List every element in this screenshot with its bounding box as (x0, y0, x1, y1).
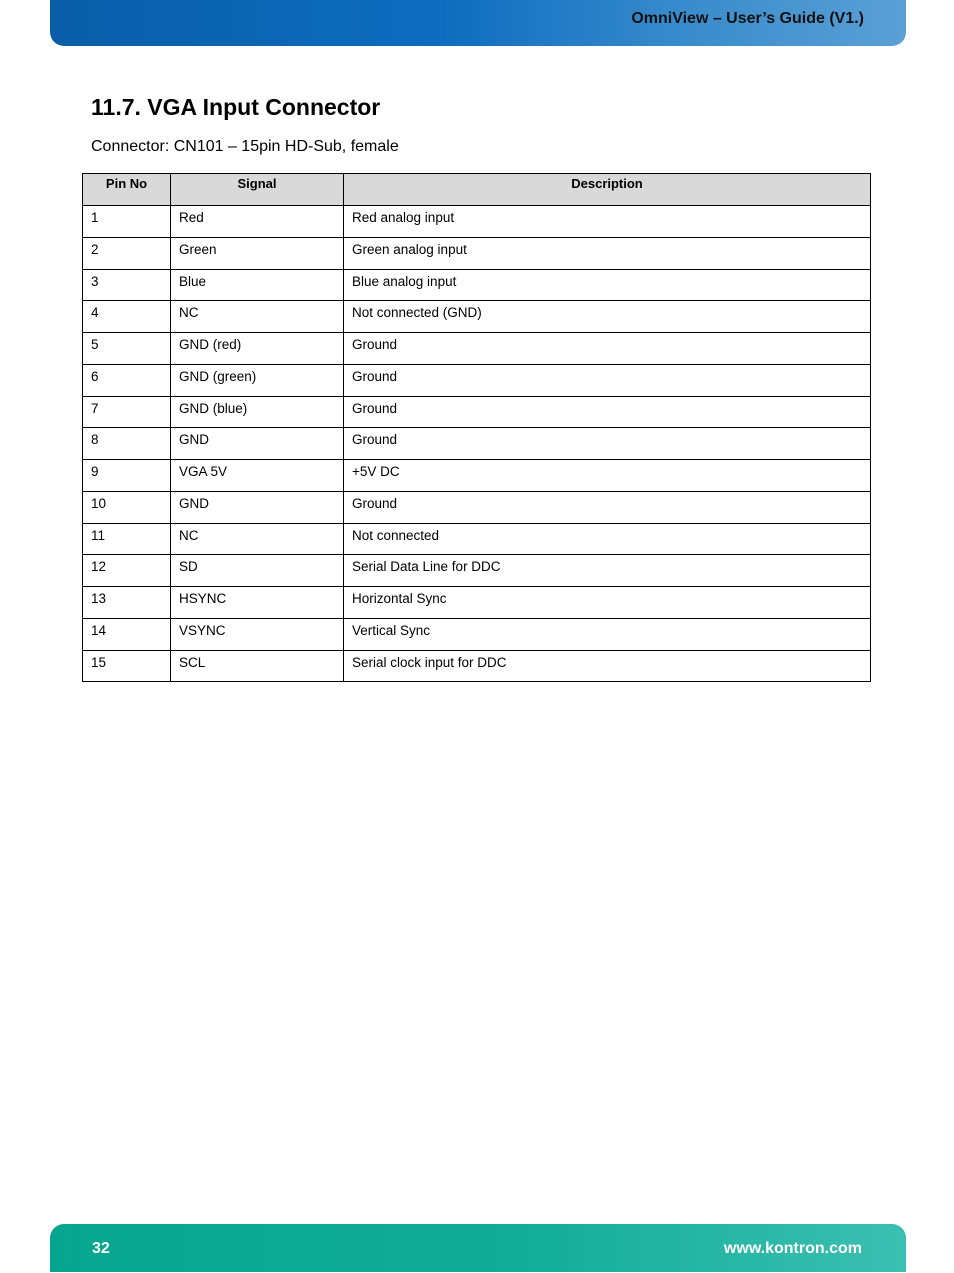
description-cell: Not connected (344, 523, 871, 555)
signal-cell: GND (blue) (171, 396, 344, 428)
column-header-description: Description (344, 174, 871, 206)
pin-cell: 9 (83, 460, 171, 492)
description-cell: Red analog input (344, 206, 871, 238)
description-cell: Ground (344, 428, 871, 460)
table-header-row (83, 174, 871, 206)
pin-table (82, 173, 871, 682)
table-row (83, 364, 871, 396)
pin-cell: 8 (83, 428, 171, 460)
pin-cell: 12 (83, 555, 171, 587)
description-cell: Ground (344, 333, 871, 365)
section-title: 11.7. VGA Input Connector (91, 94, 381, 120)
table-row (83, 269, 871, 301)
pin-cell: 6 (83, 364, 171, 396)
description-cell: Not connected (GND) (344, 301, 871, 333)
description-cell: Ground (344, 491, 871, 523)
pin-cell: 7 (83, 396, 171, 428)
description-cell: Serial Data Line for DDC (344, 555, 871, 587)
description-cell: Blue analog input (344, 269, 871, 301)
table-row (83, 587, 871, 619)
table-row (83, 301, 871, 333)
description-cell: Vertical Sync (344, 618, 871, 650)
column-header-pin: Pin No (83, 174, 171, 206)
signal-cell: Blue (171, 269, 344, 301)
signal-cell: Green (171, 237, 344, 269)
pin-cell: 13 (83, 587, 171, 619)
signal-cell: VGA 5V (171, 460, 344, 492)
pin-cell: 10 (83, 491, 171, 523)
table-row (83, 396, 871, 428)
pin-cell: 1 (83, 206, 171, 238)
pin-cell: 14 (83, 618, 171, 650)
description-cell: +5V DC (344, 460, 871, 492)
signal-cell: GND (green) (171, 364, 344, 396)
document-title: OmniView – User’s Guide (V1.) (631, 10, 864, 27)
signal-cell: HSYNC (171, 587, 344, 619)
pin-cell: 5 (83, 333, 171, 365)
description-cell: Ground (344, 364, 871, 396)
table-row (83, 618, 871, 650)
table-row (83, 206, 871, 238)
header-band (50, 0, 906, 46)
table-row (83, 428, 871, 460)
signal-cell: GND (171, 491, 344, 523)
pin-cell: 15 (83, 650, 171, 682)
table-row (83, 491, 871, 523)
signal-cell: SD (171, 555, 344, 587)
table-row (83, 555, 871, 587)
description-cell: Serial clock input for DDC (344, 650, 871, 682)
website-link[interactable]: www.kontron.com (723, 1240, 862, 1257)
signal-cell: VSYNC (171, 618, 344, 650)
signal-cell: NC (171, 523, 344, 555)
pin-cell: 11 (83, 523, 171, 555)
table-row (83, 523, 871, 555)
description-cell: Ground (344, 396, 871, 428)
pin-cell: 3 (83, 269, 171, 301)
table-row (83, 333, 871, 365)
signal-cell: NC (171, 301, 344, 333)
page-number: 32 (92, 1240, 110, 1257)
signal-cell: GND (171, 428, 344, 460)
table-row (83, 650, 871, 682)
column-header-signal: Signal (171, 174, 344, 206)
footer-band (50, 1224, 906, 1272)
description-cell: Green analog input (344, 237, 871, 269)
table-row (83, 237, 871, 269)
connector-description: Connector: CN101 – 15pin HD-Sub, female (91, 138, 399, 155)
signal-cell: Red (171, 206, 344, 238)
signal-cell: GND (red) (171, 333, 344, 365)
table-row (83, 460, 871, 492)
signal-cell: SCL (171, 650, 344, 682)
pin-cell: 2 (83, 237, 171, 269)
pin-cell: 4 (83, 301, 171, 333)
description-cell: Horizontal Sync (344, 587, 871, 619)
